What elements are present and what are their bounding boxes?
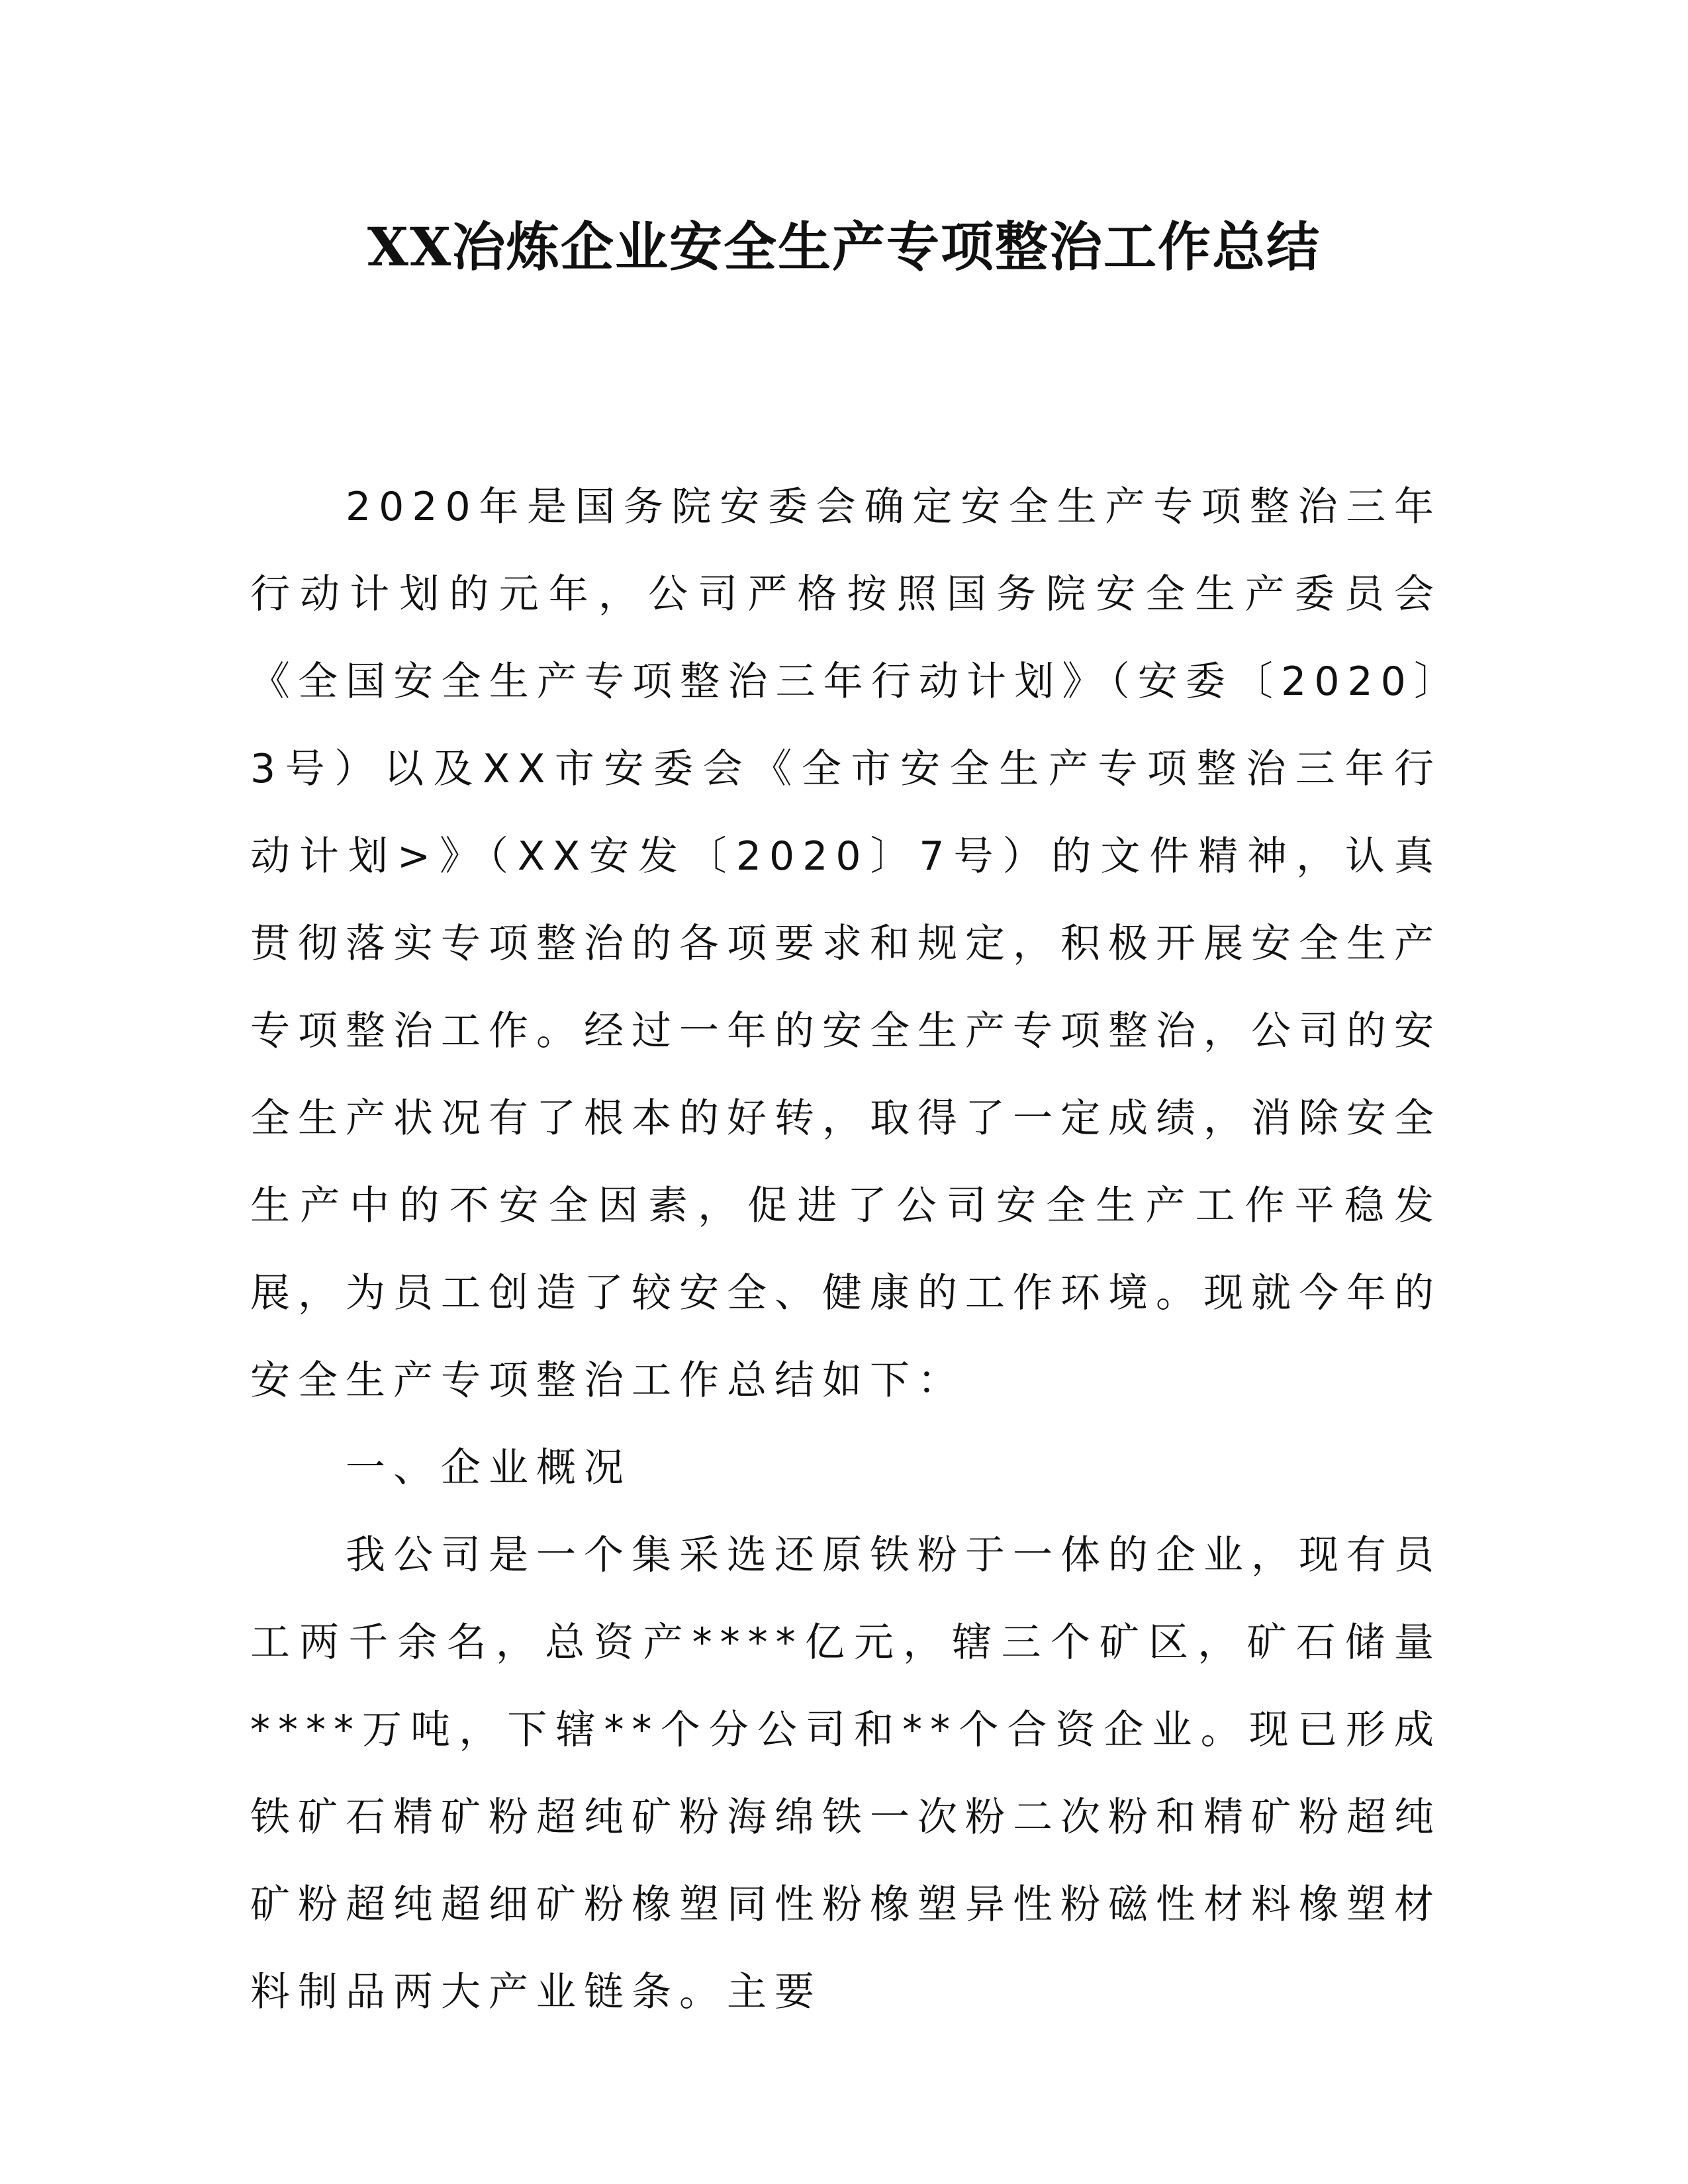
intro-paragraph: 2020年是国务院安委会确定安全生产专项整治三年行动计划的元年，公司严格按照国务院安全生产委员会《全国安全生产专项整治三年行动计划》（安委〔2020〕3号）以及XX市安委会《全市安全生产专项整治三年行动计划>》（XX安发〔2020〕7号）的文件精神，认真贯彻落实专项整治的各项要求和规定，积极开展安全生产专项整治工作。经过一年的安全生产专项整治，公司的安全生产状况有了根本的好转，取得了一定成绩，消除安全生产中的不安全因素，促进了公司安全生产工作平稳发展，为员工创造了较安全、健康的工作环境。现就今年的安全生产专项整治工作总结如下： [250,484,1442,1404]
company-overview-paragraph: 我公司是一个集采选还原铁粉于一体的企业，现有员工两千余名，总资产****亿元，辖三个矿区，矿石储量****万吨，下辖**个分公司和**个合资企业。现已形成铁矿石精矿粉超纯矿粉海绵铁一次粉二次粉和精矿粉超纯矿粉超纯超细矿粉橡塑同性粉橡塑异性粉磁性材料橡塑材料制品两大产业链条。主要 [250,1532,1442,2015]
document-body [250,463,1442,2036]
section-heading-company-overview: 一、企业概况 [346,1445,632,1491]
document-title: XX冶炼企业安全生产专项整治工作总结 [367,216,1321,278]
